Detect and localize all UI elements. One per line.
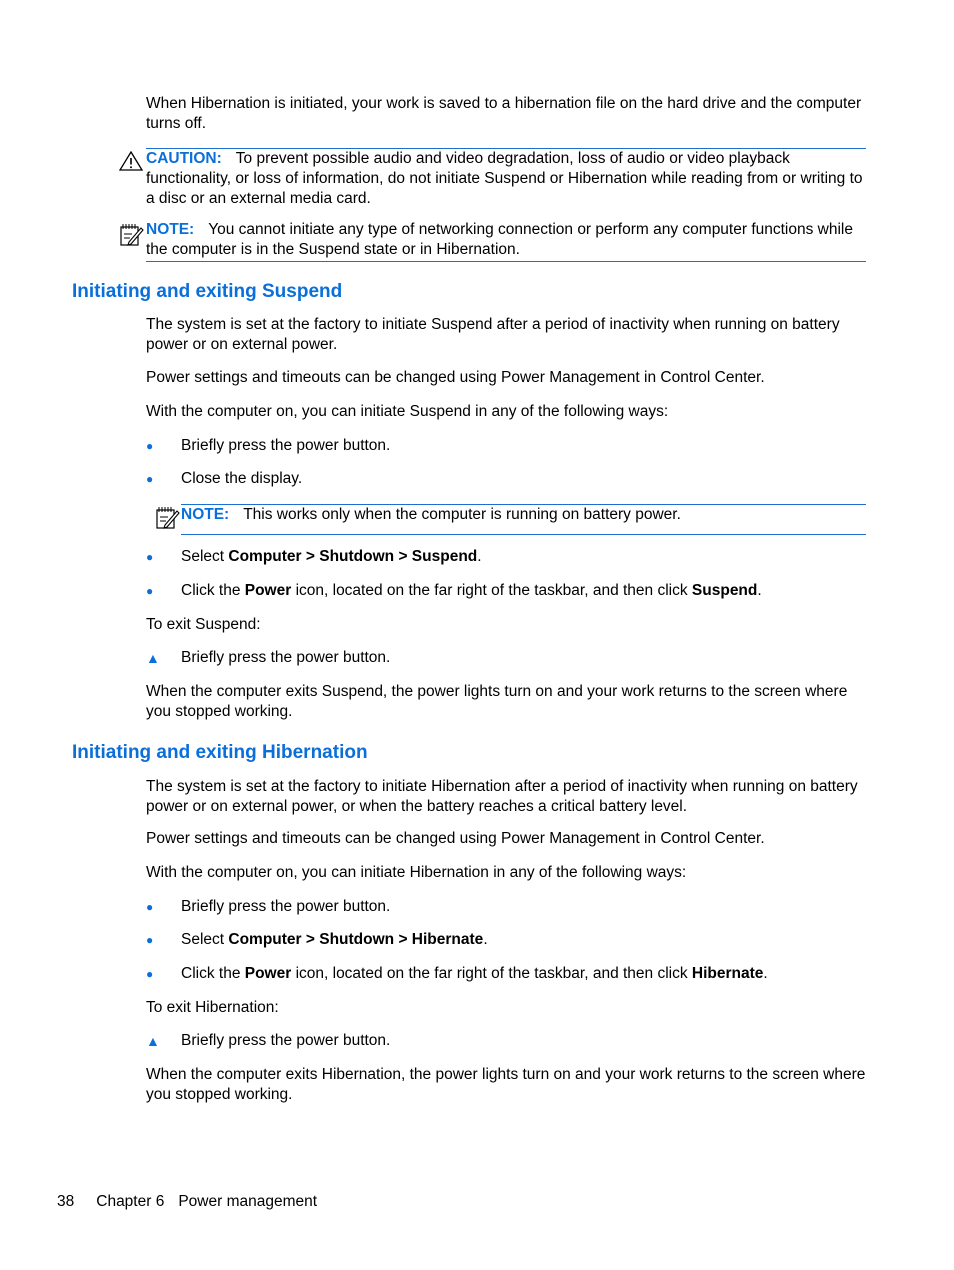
note-icon — [155, 505, 181, 531]
suspend-note-box — [181, 504, 866, 535]
suspend-exit-result: When the computer exits Suspend, the power lights turn on and your work returns to the screen where you stopped working. — [146, 683, 848, 720]
step-triangle-icon: ▲ — [146, 1033, 160, 1049]
caution-box — [146, 148, 866, 209]
hibernation-exit-step: Briefly press the power button. — [181, 1032, 391, 1049]
caution-label: CAUTION: — [146, 150, 222, 167]
caution-text: To prevent possible audio and video degradation, loss of audio or video playback functionality, or loss of information, do not initiate Suspend or Hibernation while reading from or writing to a disc or an external media card. — [146, 150, 863, 207]
bullet-icon: ● — [146, 900, 154, 914]
caution-icon — [119, 151, 143, 171]
page-footer — [57, 1192, 317, 1212]
hibernation-paragraph-1: The system is set at the factory to initiate Hibernation after a period of inactivity when running on battery power or on external power, or when the battery reaches a critical battery level. — [146, 778, 858, 815]
hibernation-exit-result: When the computer exits Hibernation, the power lights turn on and your work returns to the screen where you stopped working. — [146, 1066, 866, 1103]
suspend-bullet-3: Select Computer > Shutdown > Suspend. — [181, 548, 482, 565]
hibernation-paragraph-2: Power settings and timeouts can be changed using Power Management in Control Center. — [146, 830, 765, 847]
bullet-icon: ● — [146, 439, 154, 453]
hibernation-exit-label: To exit Hibernation: — [146, 999, 279, 1016]
footer-title: Power management — [178, 1193, 318, 1210]
page-number: 38 — [57, 1193, 75, 1210]
suspend-note-text: This works only when the computer is running on battery power. — [243, 506, 681, 523]
hibernation-bullet-3: Click the Power icon, located on the far right of the taskbar, and then click Hibernate. — [181, 965, 768, 982]
section-heading-hibernation: Initiating and exiting Hibernation — [72, 742, 368, 763]
hibernation-bullet-1: Briefly press the power button. — [181, 898, 391, 915]
bullet-icon: ● — [146, 967, 154, 981]
suspend-exit-label: To exit Suspend: — [146, 616, 261, 633]
suspend-paragraph-2: Power settings and timeouts can be changed using Power Management in Control Center. — [146, 369, 765, 386]
note-box — [146, 220, 866, 262]
intro-paragraph: When Hibernation is initiated, your work is saved to a hibernation file on the hard drive and the computer turns off. — [146, 95, 862, 132]
suspend-exit-step: Briefly press the power button. — [181, 649, 391, 666]
suspend-bullet-2: Close the display. — [181, 470, 303, 487]
suspend-paragraph-1: The system is set at the factory to initiate Suspend after a period of inactivity when running on battery power or on external power. — [146, 316, 840, 353]
bullet-icon: ● — [146, 933, 154, 947]
footer-chapter: Chapter 6 — [96, 1193, 165, 1210]
suspend-bullet-1: Briefly press the power button. — [181, 437, 391, 454]
step-triangle-icon: ▲ — [146, 650, 160, 666]
bullet-icon: ● — [146, 472, 154, 486]
note-text: You cannot initiate any type of networking connection or perform any computer functions while the computer is in the Suspend state or in Hibernation. — [146, 221, 853, 258]
suspend-paragraph-3: With the computer on, you can initiate Suspend in any of the following ways: — [146, 403, 669, 420]
bullet-icon: ● — [146, 550, 154, 564]
section-heading-suspend: Initiating and exiting Suspend — [72, 281, 343, 302]
note-icon — [119, 222, 145, 248]
suspend-note-label: NOTE: — [181, 506, 230, 523]
hibernation-bullet-2: Select Computer > Shutdown > Hibernate. — [181, 931, 488, 948]
bullet-icon: ● — [146, 584, 154, 598]
hibernation-paragraph-3: With the computer on, you can initiate Hibernation in any of the following ways: — [146, 864, 687, 881]
suspend-bullet-4: Click the Power icon, located on the far right of the taskbar, and then click Suspend. — [181, 582, 762, 599]
note-label: NOTE: — [146, 221, 195, 238]
